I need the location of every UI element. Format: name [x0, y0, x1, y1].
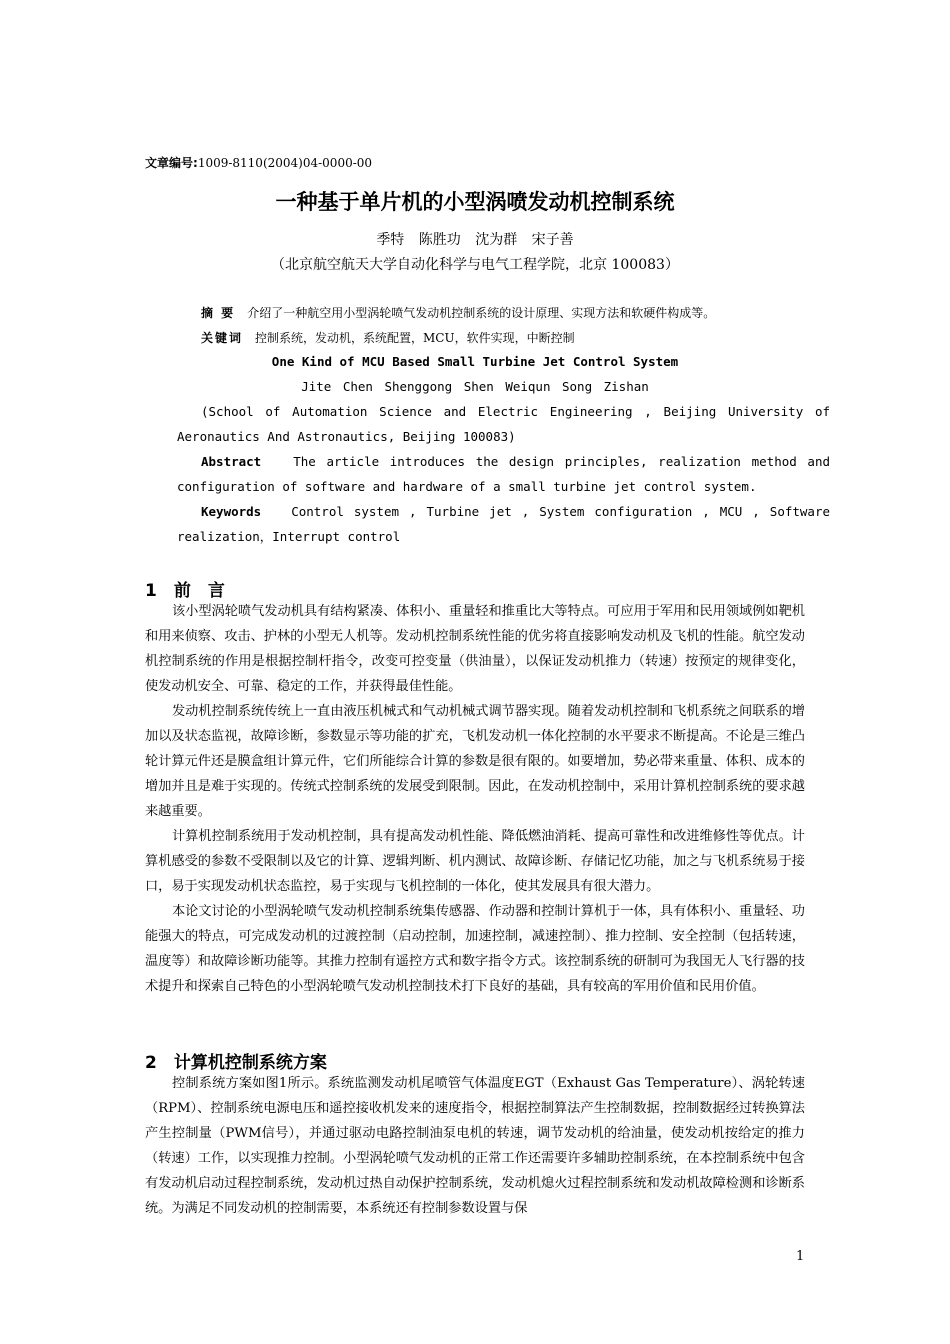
abstract-cn-text: 介绍了一种航空用小型涡轮喷气发动机控制系统的设计原理、实现方法和软硬件构成等。: [247, 306, 716, 320]
section-1-body: [145, 599, 805, 999]
abstract-cn-label: 摘 要: [201, 306, 236, 320]
article-number-value: 1009-8110(2004)04-0000-00: [197, 156, 373, 170]
affiliation: （北京航空航天大学自动化科学与电气工程学院，北京 100083）: [271, 257, 679, 273]
english-keywords: [177, 499, 830, 549]
paragraph: 发动机控制系统传统上一直由液压机械式和气动机械式调节器实现。随着发动机控制和飞机系统之间联系的增加以及状态监视，故障诊断，参数显示等功能的扩充，飞机发动机一体化控制的水平要求不断提高。不论是三维凸轮计算元件还是膜盒组计算元件，它们所能综合计算的参数是很有限的。如要增加，势必带来重量、体积、成本的增加并且是难于实现的。传统式控制系统的发展受到限制。因此，在发动机控制中，采用计算机控制系统的要求越来越重要。: [145, 704, 805, 819]
english-title: One Kind of MCU Based Small Turbine Jet Control System: [271, 354, 679, 369]
paragraph: 计算机控制系统用于发动机控制，具有提高发动机性能、降低燃油消耗、提高可靠性和改进维修性等优点。计算机感受的参数不受限制以及它的计算、逻辑判断、机内测试、故障诊断、存储记忆功能，加之与飞机系统易于接口，易于实现发动机状态监控，易于实现与飞机控制的一体化，使其发展具有很大潜力。: [145, 829, 805, 894]
english-affiliation: [177, 399, 830, 449]
article-number-label: 文章编号:: [145, 156, 198, 170]
paragraph: 控制系统方案如图1所示。系统监测发动机尾喷管气体温度EGT（Exhaust Gas Temperature）、涡轮转速（RPM）、控制系统电源电压和遥控接收机发来的速度指令，根据控制算法产生控制数据，控制数据经过转换算法产生控制量（PWM信号），并通过驱动电路控制油泵电机的转速，调节发动机的给油量，使发动机按给定的推力（转速）工作，以实现推力控制。小型涡轮喷气发动机的正常工作还需要许多辅助控制系统，在本控制系统中包含有发动机启动过程控制系统，发动机过热自动保护控制系统，发动机熄火过程控制系统和发动机故障检测和诊断系统。为满足不同发动机的控制需要，本系统还有控制参数设置与保: [145, 1076, 805, 1216]
keywords-cn-label: 关键词: [201, 331, 244, 345]
section-1-heading: 1 前 言: [145, 581, 225, 601]
paper-title: 一种基于单片机的小型涡喷发动机控制系统: [275, 190, 675, 214]
keywords-cn-text: 控制系统，发动机，系统配置，MCU，软件实现，中断控制: [255, 331, 575, 345]
article-number: [145, 154, 372, 171]
paragraph: 本论文讨论的小型涡轮喷气发动机控制系统集传感器、作动器和控制计算机于一体，具有体积小、重量轻、功能强大的特点，可完成发动机的过渡控制（启动控制，加速控制，减速控制）、推力控制、安全控制（包括转速，温度等）和故障诊断功能等。其推力控制有遥控方式和数字指令方式。该控制系统的研制可为我国无人飞行器的技术提升和探索自己特色的小型涡轮喷气发动机控制技术打下良好的基础，具有较高的军用价值和民用价值。: [145, 904, 805, 994]
keywords-cn: [201, 329, 575, 346]
paragraph: 该小型涡轮喷气发动机具有结构紧凑、体积小、重量轻和推重比大等特点。可应用于军用和民用领域例如靶机和用来侦察、攻击、护林的小型无人机等。发动机控制系统性能的优劣将直接影响发动机及飞机的性能。航空发动机控制系统的作用是根据控制杆指令，改变可控变量（供油量），以保证发动机推力（转速）按预定的规律变化，使发动机安全、可靠、稳定的工作，并获得最佳性能。: [145, 604, 805, 694]
english-keywords-label: Keywords: [201, 504, 262, 519]
english-keywords-text: Control system , Turbine jet , System configuration , MCU , Software realization，Interrupt control: [177, 504, 831, 544]
abstract-cn: [201, 304, 715, 321]
english-abstract-label: Abstract: [201, 454, 262, 469]
english-authors: Jite Chen Shenggong Shen Weiqun Song Zishan: [301, 379, 649, 394]
english-abstract: [177, 449, 830, 499]
english-abstract-text: The article introduces the design principles, realization method and configuration of software and hardware of a small turbine jet control system.: [177, 454, 831, 494]
section-2-heading: 2 计算机控制系统方案: [145, 1053, 327, 1073]
authors: 季特 陈胜功 沈为群 宋子善: [376, 232, 574, 248]
section-2-body: [145, 1071, 805, 1221]
english-affiliation-text: (School of Automation Science and Electric Engineering , Beijing University of Aeronautics And Astronautics, Beijing 100083): [177, 404, 830, 444]
page-number: 1: [796, 1249, 805, 1264]
